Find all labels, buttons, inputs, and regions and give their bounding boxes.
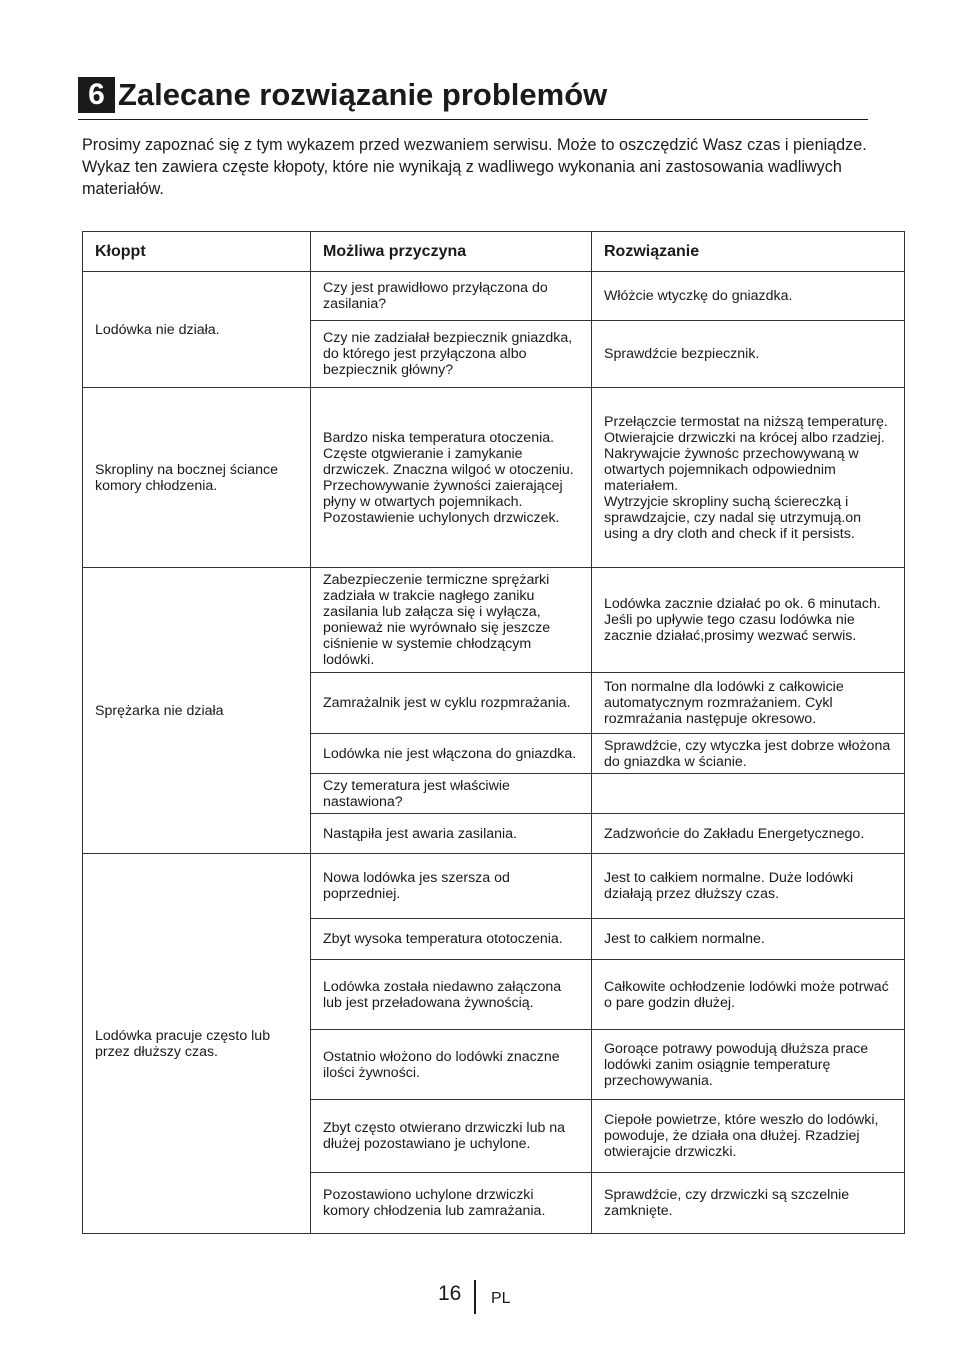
cause-cell: Pozostawiono uchylone drzwiczki komory chłodzenia lub zamrażania. — [311, 1173, 592, 1234]
section-heading — [78, 77, 868, 120]
page-number: 16 — [438, 1282, 462, 1305]
problem-cell: Skropliny na bocznej ściance komory chłodzenia. — [83, 388, 311, 568]
solution-cell — [592, 774, 905, 814]
cause-cell: Zbyt często otwierano drzwiczki lub na dłużej pozostawiano je uchylone. — [311, 1100, 592, 1173]
footer-divider — [474, 1280, 476, 1314]
cause-cell: Zabezpieczenie termiczne sprężarki zadziała w trakcie nagłego zaniku zasilania lub załącza się i wyłącza, ponieważ nie wyrównało się jeszcze ciśnienie w systemie chłodzącym lodówki. — [311, 568, 592, 673]
cause-cell: Czy jest prawidłowo przyłączona do zasilania? — [311, 272, 592, 321]
problem-cell: Lodówka pracuje często lub przez dłuższy czas. — [83, 854, 311, 1234]
cause-cell: Lodówka została niedawno załączona lub jest przeładowana żywnością. — [311, 960, 592, 1030]
table-row — [83, 854, 905, 919]
cause-cell: Ostatnio włożono do lodówki znaczne ilości żywności. — [311, 1030, 592, 1100]
cause-cell: Czy temeratura jest właściwie nastawiona? — [311, 774, 592, 814]
section-title: Zalecane rozwiązanie problemów — [118, 77, 608, 112]
solution-cell: Sprawdźcie bezpiecznik. — [592, 321, 905, 388]
header-problem: Kłoppt — [83, 232, 311, 272]
solution-cell: Zadzwońcie do Zakładu Energetycznego. — [592, 814, 905, 854]
troubleshooting-table — [82, 231, 905, 1234]
solution-cell: Ciepołe powietrze, które weszło do lodówki, powoduje, że działa ona dłużej. Rzadziej otwierajcie drzwiczki. — [592, 1100, 905, 1173]
solution-cell: Sprawdźcie, czy drzwiczki są szczelnie zamknięte. — [592, 1173, 905, 1234]
section-number: 6 — [78, 77, 115, 113]
cause-cell: Zamrażalnik jest w cyklu rozpmrażania. — [311, 673, 592, 734]
table-row — [83, 568, 905, 673]
solution-cell: Lodówka zacznie działać po ok. 6 minutach. Jeśli po upływie tego czasu lodówka nie zacznie działać,prosimy wezwać serwis. — [592, 568, 905, 673]
solution-cell: Całkowite ochłodzenie lodówki może potrwać o pare godzin dłużej. — [592, 960, 905, 1030]
solution-cell: Włóżcie wtyczkę do gniazdka. — [592, 272, 905, 321]
cause-cell: Nastąpiła jest awaria zasilania. — [311, 814, 592, 854]
problem-cell: Sprężarka nie działa — [83, 568, 311, 854]
language-code: PL — [491, 1290, 511, 1307]
problem-cell: Lodówka nie działa. — [83, 272, 311, 388]
intro-paragraph: Prosimy zapoznać się z tym wykazem przed wezwaniem serwisu. Może to oszczędzić Wasz czas i pieniądze. Wykaz ten zawiera częste kłopoty, które nie wynikają z wadliwego wykonania ani zastosowania wadliwych materiałów. — [82, 136, 867, 198]
cause-cell: Bardzo niska temperatura otoczenia. Częste otgwieranie i zamykanie drzwiczek. Znaczna wilgoć w otoczeniu. Przechowywanie żywności zaierającej płyny w otwartych pojemnikach. Pozostawienie uchylonych drzwiczek. — [311, 388, 592, 568]
solution-cell: Jest to całkiem normalne. — [592, 919, 905, 960]
table-body — [83, 272, 905, 1234]
solution-cell: Przełączcie termostat na niższą temperaturę. Otwierajcie drzwiczki na krócej albo rzadziej. Nakrywajcie żywnośc przechowywaną w otwartych pojemnikach odpowiednim materiałem. Wytrzyjcie skropliny suchą ściereczką i sprawdzajcie, czy nadal się utrzymują.on using a dry cloth and check if it persists. — [592, 388, 905, 568]
solution-cell: Goroące potrawy powodują dłuższa prace lodówki zanim osiągnie temperaturę przechowywania. — [592, 1030, 905, 1100]
cause-cell: Nowa lodówka jes szersza od poprzedniej. — [311, 854, 592, 919]
table-header-row — [83, 232, 905, 272]
solution-cell: Jest to całkiem normalne. Duże lodówki działają przez dłuższy czas. — [592, 854, 905, 919]
header-solution: Rozwiązanie — [592, 232, 905, 272]
table-row — [83, 388, 905, 568]
table-row — [83, 272, 905, 321]
header-cause: Możliwa przyczyna — [311, 232, 592, 272]
cause-cell: Czy nie zadziałał bezpiecznik gniazdka, do którego jest przyłączona albo bezpiecznik główny? — [311, 321, 592, 388]
cause-cell: Lodówka nie jest włączona do gniazdka. — [311, 734, 592, 774]
solution-cell: Ton normalne dla lodówki z całkowicie automatycznym rozmrażaniem. Cykl rozmrażania następuje okresowo. — [592, 673, 905, 734]
cause-cell: Zbyt wysoka temperatura ototoczenia. — [311, 919, 592, 960]
solution-cell: Sprawdźcie, czy wtyczka jest dobrze włożona do gniazdka w ścianie. — [592, 734, 905, 774]
